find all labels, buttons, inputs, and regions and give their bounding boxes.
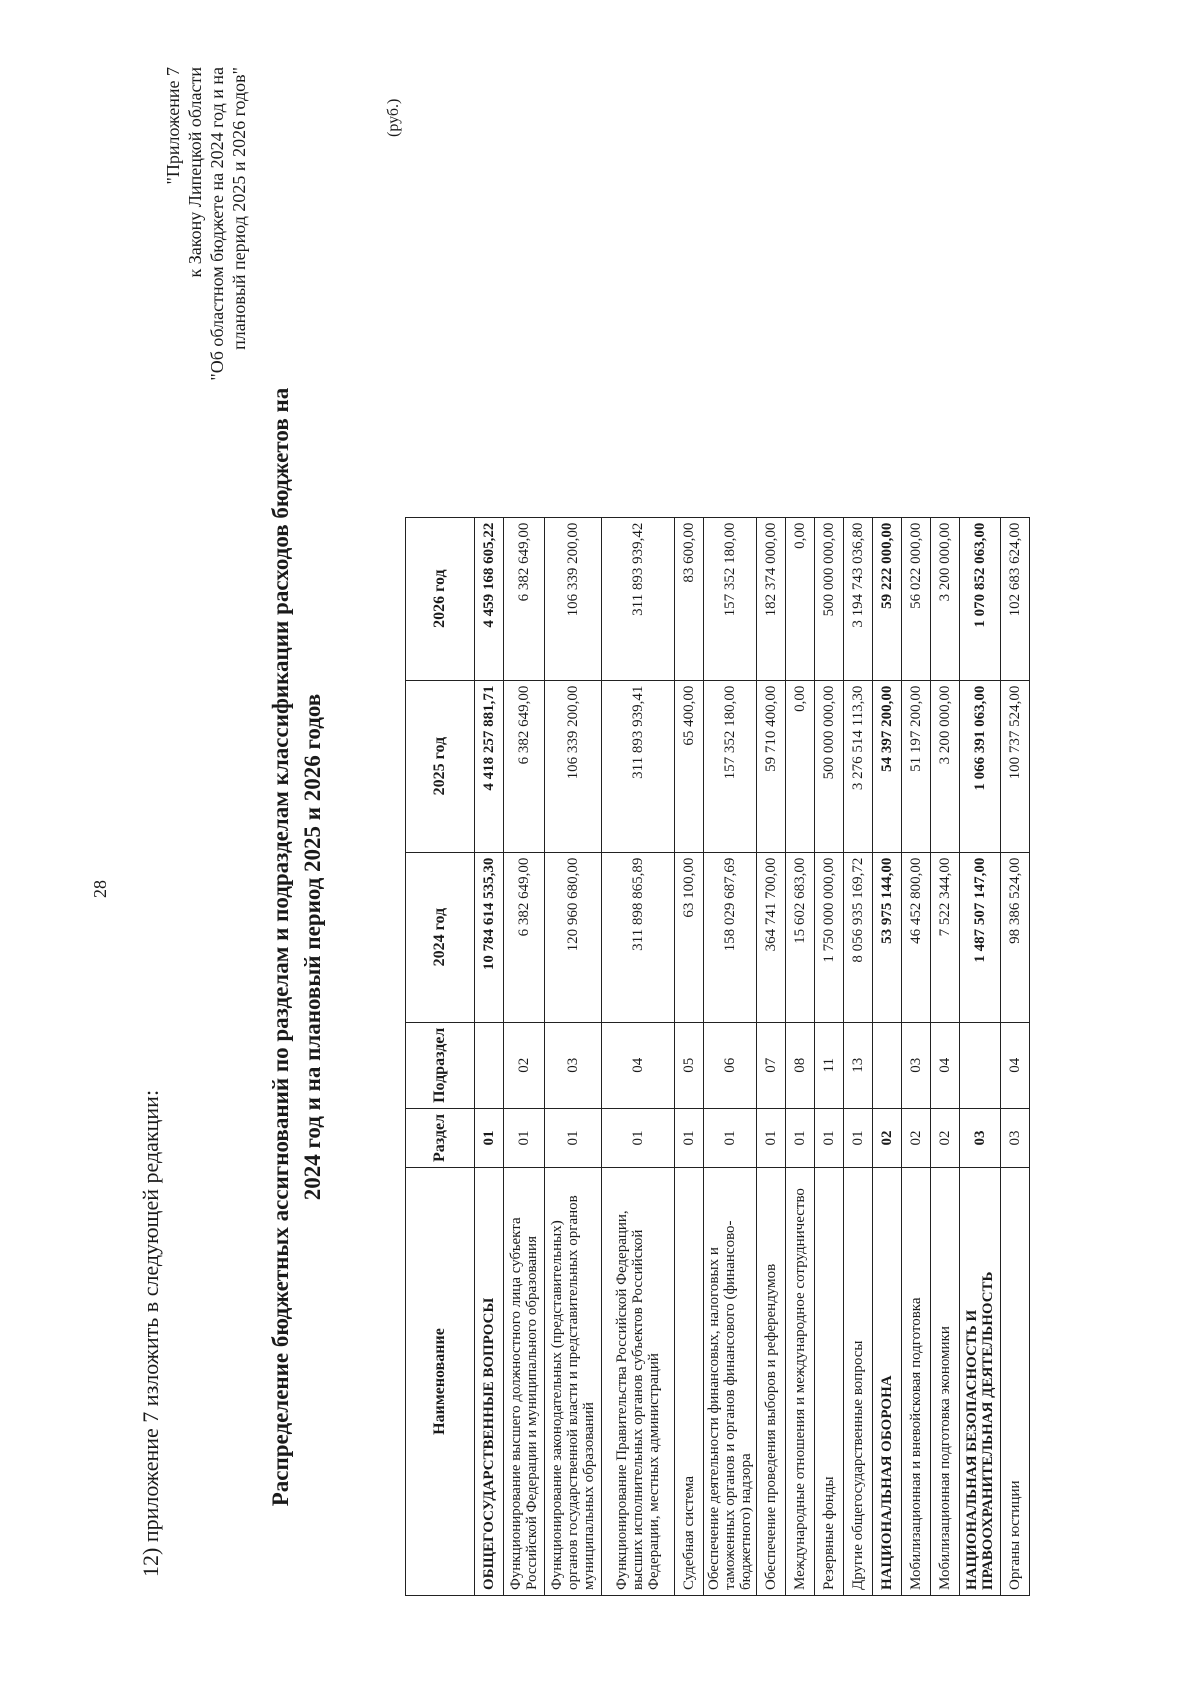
table-row — [675, 517, 704, 1595]
row-name: Обеспечение деятельности финансовых, налоговых и таможенных органов и органов финансового (финансово-бюджетного) надзора — [704, 1168, 757, 1596]
row-2025: 4 418 257 881,71 — [475, 680, 504, 852]
row-2026: 311 893 939,42 — [602, 517, 675, 680]
row-section: 01 — [504, 1108, 545, 1167]
row-2025: 157 352 180,00 — [704, 680, 757, 852]
row-2025: 311 893 939,41 — [602, 680, 675, 852]
row-2026: 106 339 200,00 — [545, 517, 602, 680]
row-subsection — [873, 1022, 902, 1108]
appendix-line-2: к Закону Липецкой области — [185, 67, 205, 278]
row-name: Обеспечение проведения выборов и референдумов — [757, 1168, 786, 1596]
row-2024: 1 487 507 147,00 — [960, 852, 1001, 1022]
row-2025: 3 276 514 113,30 — [844, 680, 873, 852]
row-2025: 6 382 649,00 — [504, 680, 545, 852]
row-2024: 158 029 687,69 — [704, 852, 757, 1022]
row-2025: 100 737 524,00 — [1001, 680, 1030, 852]
row-name: Функционирование законодательных (представительных) органов государственной власти и представительных органов муниципальных образований — [545, 1168, 602, 1596]
row-section: 02 — [902, 1108, 931, 1167]
row-section: 01 — [602, 1108, 675, 1167]
row-section: 01 — [786, 1108, 815, 1167]
row-2024: 53 975 144,00 — [873, 852, 902, 1022]
appendix-line-3: "Об областном бюджете на 2024 год и на — [207, 67, 227, 381]
appendix-line-4: плановый период 2025 и 2026 годов" — [229, 67, 249, 350]
row-2026: 157 352 180,00 — [704, 517, 757, 680]
page-number: 28 — [90, 880, 110, 898]
table-row — [757, 517, 786, 1595]
row-2024: 364 741 700,00 — [757, 852, 786, 1022]
row-2024: 6 382 649,00 — [504, 852, 545, 1022]
row-2025: 54 397 200,00 — [873, 680, 902, 852]
row-section: 02 — [873, 1108, 902, 1167]
row-2024: 311 898 865,89 — [602, 852, 675, 1022]
budget-table — [405, 517, 1030, 1596]
row-section: 01 — [545, 1108, 602, 1167]
row-name: Резервные фонды — [815, 1168, 844, 1596]
title-line-1: Распределение бюджетных ассигнований по разделам и подразделам классификации расходов бюджетов на — [268, 387, 293, 1507]
row-name: Судебная система — [675, 1168, 704, 1596]
row-subsection — [475, 1022, 504, 1108]
row-2024: 120 960 680,00 — [545, 852, 602, 1022]
row-subsection: 04 — [602, 1022, 675, 1108]
row-section: 03 — [1001, 1108, 1030, 1167]
table-row — [504, 517, 545, 1595]
row-2026: 4 459 168 605,22 — [475, 517, 504, 680]
row-2024: 1 750 000 000,00 — [815, 852, 844, 1022]
row-section: 01 — [704, 1108, 757, 1167]
header-section: Раздел — [406, 1108, 475, 1167]
table-row — [931, 517, 960, 1595]
table-row — [873, 517, 902, 1595]
row-2024: 15 602 683,00 — [786, 852, 815, 1022]
unit-label: (руб.) — [385, 98, 402, 137]
document-title — [265, 357, 329, 1537]
row-name: Мобилизационная подготовка экономики — [931, 1168, 960, 1596]
row-2026: 1 070 852 063,00 — [960, 517, 1001, 680]
row-subsection: 04 — [931, 1022, 960, 1108]
row-2026: 102 683 624,00 — [1001, 517, 1030, 680]
table-row — [815, 517, 844, 1595]
table-row — [602, 517, 675, 1595]
row-name: Органы юстиции — [1001, 1168, 1030, 1596]
row-2025: 500 000 000,00 — [815, 680, 844, 852]
row-name: Мобилизационная и вневойсковая подготовка — [902, 1168, 931, 1596]
row-2024: 98 386 524,00 — [1001, 852, 1030, 1022]
row-2024: 46 452 800,00 — [902, 852, 931, 1022]
table-row — [475, 517, 504, 1595]
row-2024: 7 522 344,00 — [931, 852, 960, 1022]
row-name: Другие общегосударственные вопросы — [844, 1168, 873, 1596]
row-subsection: 08 — [786, 1022, 815, 1108]
header-2025: 2025 год — [406, 680, 475, 852]
row-2025: 51 197 200,00 — [902, 680, 931, 852]
row-subsection: 11 — [815, 1022, 844, 1108]
row-name: Функционирование высшего должностного лица субъекта Российской Федерации и муниципального образования — [504, 1168, 545, 1596]
row-2026: 0,00 — [786, 517, 815, 680]
header-subsection: Подраздел — [406, 1022, 475, 1108]
row-2026: 500 000 000,00 — [815, 517, 844, 680]
row-section: 01 — [757, 1108, 786, 1167]
table-row — [704, 517, 757, 1595]
header-name: Наименование — [406, 1168, 475, 1596]
row-name: Функционирование Правительства Российской Федерации, высших исполнительных органов субъектов Российской Федерации, местных администраций — [602, 1168, 675, 1596]
row-2025: 65 400,00 — [675, 680, 704, 852]
row-2025: 3 200 000,00 — [931, 680, 960, 852]
header-2026: 2026 год — [406, 517, 475, 680]
row-2024: 8 056 935 169,72 — [844, 852, 873, 1022]
row-name: ОБЩЕГОСУДАРСТВЕННЫЕ ВОПРОСЫ — [475, 1168, 504, 1596]
table-row — [1001, 517, 1030, 1595]
row-name: Международные отношения и международное сотрудничество — [786, 1168, 815, 1596]
header-2024: 2024 год — [406, 852, 475, 1022]
row-2024: 10 784 614 535,30 — [475, 852, 504, 1022]
row-subsection: 03 — [545, 1022, 602, 1108]
row-name: НАЦИОНАЛЬНАЯ ОБОРОНА — [873, 1168, 902, 1596]
row-subsection: 06 — [704, 1022, 757, 1108]
row-subsection: 04 — [1001, 1022, 1030, 1108]
row-subsection: 07 — [757, 1022, 786, 1108]
table-row — [786, 517, 815, 1595]
title-line-2: 2024 год и на плановый период 2025 и 2026 годов — [300, 693, 325, 1201]
row-section: 01 — [815, 1108, 844, 1167]
row-section: 01 — [844, 1108, 873, 1167]
row-2026: 56 022 000,00 — [902, 517, 931, 680]
row-2025: 106 339 200,00 — [545, 680, 602, 852]
row-2025: 1 066 391 063,00 — [960, 680, 1001, 852]
row-2026: 59 222 000,00 — [873, 517, 902, 680]
row-name: НАЦИОНАЛЬНАЯ БЕЗОПАСНОСТЬ И ПРАВООХРАНИТЕЛЬНАЯ ДЕЯТЕЛЬНОСТЬ — [960, 1168, 1001, 1596]
row-2026: 83 600,00 — [675, 517, 704, 680]
row-2026: 3 194 743 036,80 — [844, 517, 873, 680]
table-row — [902, 517, 931, 1595]
appendix-line-1: "Приложение 7 — [163, 67, 183, 185]
row-subsection: 13 — [844, 1022, 873, 1108]
table-row — [545, 517, 602, 1595]
row-section: 02 — [931, 1108, 960, 1167]
table-row — [960, 517, 1001, 1595]
row-section: 01 — [475, 1108, 504, 1167]
intro-line: 12) приложение 7 изложить в следующей редакции: — [138, 1089, 163, 1577]
table-header-row — [406, 517, 475, 1595]
row-2026: 6 382 649,00 — [504, 517, 545, 680]
row-subsection: 03 — [902, 1022, 931, 1108]
appendix-header — [162, 67, 250, 467]
row-2026: 182 374 000,00 — [757, 517, 786, 680]
row-2025: 0,00 — [786, 680, 815, 852]
row-section: 03 — [960, 1108, 1001, 1167]
row-subsection — [960, 1022, 1001, 1108]
table-row — [844, 517, 873, 1595]
row-2026: 3 200 000,00 — [931, 517, 960, 680]
row-section: 01 — [675, 1108, 704, 1167]
row-2024: 63 100,00 — [675, 852, 704, 1022]
row-2025: 59 710 400,00 — [757, 680, 786, 852]
row-subsection: 05 — [675, 1022, 704, 1108]
row-subsection: 02 — [504, 1022, 545, 1108]
